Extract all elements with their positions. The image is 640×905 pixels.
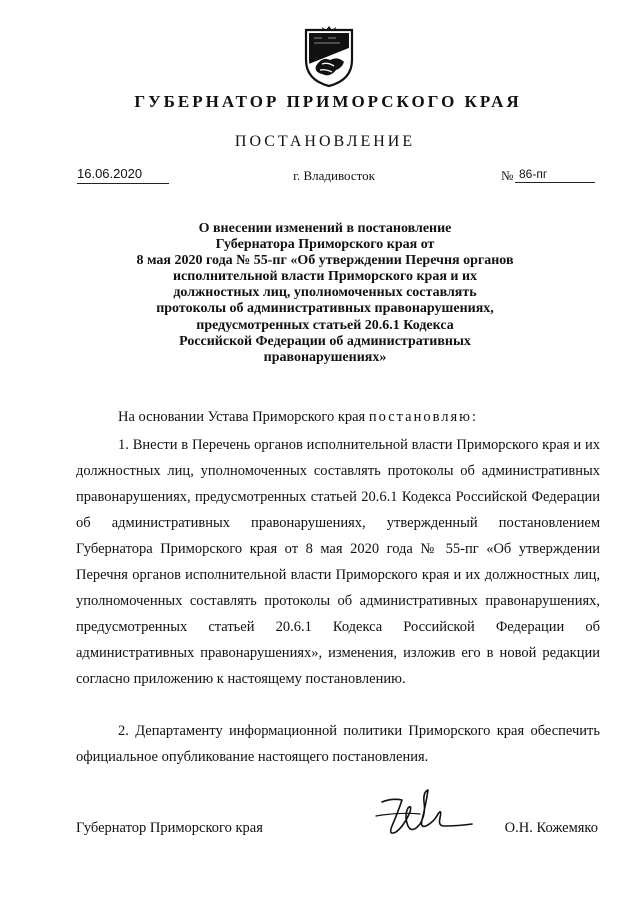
paragraph-item-1: 1. Внести в Перечень органов исполнительной власти Приморского края и их должностных лиц, уполномоченных составлять протоколы об административных правонарушениях, предусмотренных статьей 20.6.1 Кодекса Российской Федерации об административных правонарушениях, утвержденный постановлением Губернатора Приморского края от 8 мая 2020 года № 55-пг «Об утверждении Перечня органов исполнительной власти Приморского края и их должностных лиц, уполномоченных составлять протоколы об административных правонарушениях, предусмотренных статьей 20.6.1 Кодекса Российской Федерации об административных правонарушениях», изменения, изложив его в новой редакции согласно приложению к настоящему постановлению. (76, 437, 600, 687)
handwritten-signature-icon (368, 782, 478, 846)
document-city: г. Владивосток (293, 168, 375, 183)
document-number-block (501, 165, 595, 183)
title-line: Губернатора Приморского края от (215, 237, 435, 253)
title-line: 8 мая 2020 года № 55-пг «Об утверждении Перечня органов (136, 253, 514, 269)
number-prefix: № (501, 168, 514, 183)
intro-text: На основании Устава Приморского края (118, 409, 369, 425)
title-line: правонарушениях» (263, 349, 387, 365)
title-line: О внесении изменений в постановление (198, 221, 452, 236)
document-title (110, 221, 540, 366)
signatory-position: Губернатор Приморского края (76, 820, 263, 836)
title-line: Российской Федерации об административных (179, 333, 471, 349)
decree-word: постановляю (368, 409, 473, 425)
title-line: предусмотренных статьей 20.6.1 Кодекса (196, 317, 454, 333)
title-line: исполнительной власти Приморского края и их (172, 269, 478, 285)
paragraph-item-2: 2. Департаменту информационной политики Приморского края обеспечить официальное опубликование настоящего постановления. (76, 723, 600, 765)
title-line: протоколы об административных правонарушениях, (156, 301, 494, 317)
title-line: должностных лиц, уполномоченных составлять (173, 285, 477, 301)
intro-paragraph (76, 404, 600, 430)
document-type: ПОСТАНОВЛЕНИЕ (234, 133, 416, 150)
coat-of-arms-icon (300, 26, 358, 88)
issuing-authority: ГУБЕРНАТОР ПРИМОРСКОГО КРАЯ (134, 92, 522, 111)
intro-end: : (472, 409, 477, 425)
document-number: 86-пг (515, 165, 595, 183)
document-date: 16.06.2020 (77, 165, 169, 184)
signatory-name: О.Н. Кожемяко (504, 820, 598, 836)
